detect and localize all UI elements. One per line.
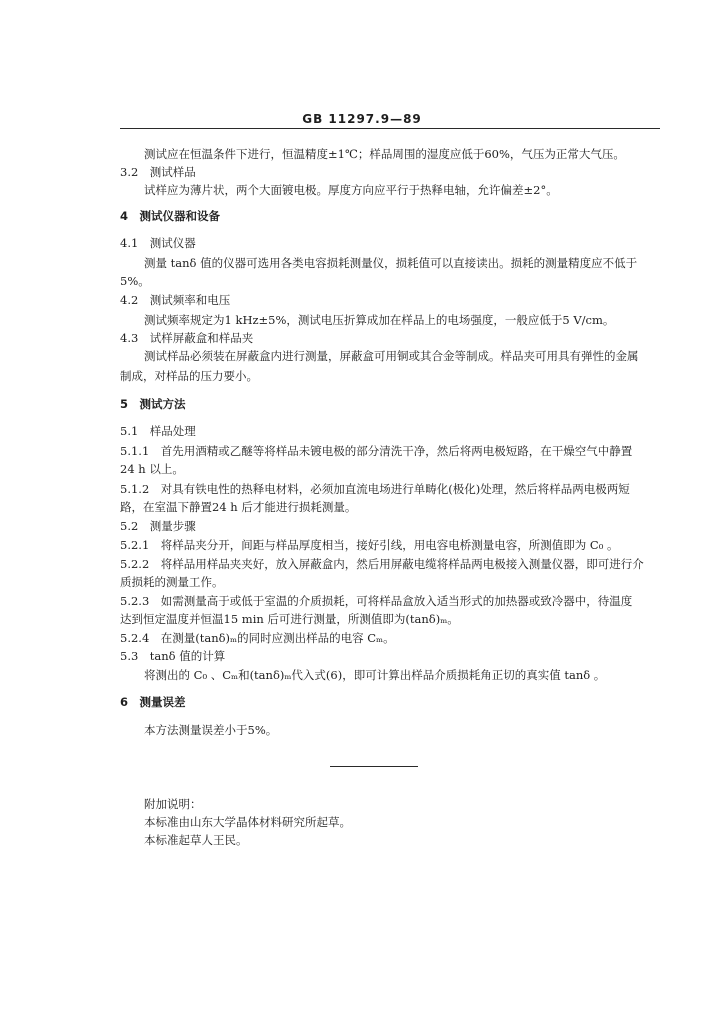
paragraph-line: 5.2.1 将样品夹分开，间距与样品厚度相当，接好引线，用电容电桥测量电容，所测值即为 C₀ 。: [120, 538, 619, 552]
note-line: 本标准由山东大学晶体材料研究所起草。: [144, 815, 351, 829]
paragraph-line: 将测出的 C₀ 、Cₘ和(tanδ)ₘ代入式(6)，即可计算出样品介质损耗角正切的真实值 tanδ 。: [144, 668, 606, 682]
paragraph-line: 5.2.3 如需测量高于或低于室温的介质损耗，可将样品盒放入适当形式的加热器或致冷器中，待温度: [120, 594, 633, 608]
subsection-heading: 4.1 测试仪器: [120, 236, 196, 250]
standard-code-header: GB 11297.9—89: [302, 112, 422, 126]
section-heading: 5 测试方法: [120, 397, 186, 411]
paragraph-line: 质损耗的测量工作。: [120, 575, 224, 589]
paragraph-line: 测试样品必须装在屏蔽盒内进行测量，屏蔽盒可用铜或其合金等制成。样品夹可用具有弹性的金属: [144, 349, 639, 363]
note-heading: 附加说明：: [144, 797, 202, 811]
subsection-heading: 5.3 tanδ 值的计算: [120, 649, 226, 663]
subsection-heading: 4.2 测试频率和电压: [120, 293, 231, 307]
paragraph-line: 5.1.2 对具有铁电性的热释电材料，必须加直流电场进行单畴化(极化)处理，然后将样品两电极两短: [120, 482, 630, 496]
subsection-heading: 3.2 测试样品: [120, 165, 196, 179]
paragraph-line: 5.1.1 首先用酒精或乙醚等将样品未镀电极的部分清洗干净，然后将两电极短路，在干燥空气中静置: [120, 444, 633, 458]
header-divider: [120, 128, 660, 129]
paragraph-line: 达到恒定温度并恒温15 min 后可进行测量，所测值即为(tanδ)ₘ。: [120, 612, 459, 626]
section-heading: 6 测量误差: [120, 695, 186, 709]
note-line: 本标准起草人王民。: [144, 833, 248, 847]
subsection-heading: 5.2 测量步骤: [120, 519, 196, 533]
subsection-heading: 4.3 试样屏蔽盒和样品夹: [120, 331, 254, 345]
paragraph-line: 5.2.4 在测量(tanδ)ₘ的同时应测出样品的电容 Cₘ。: [120, 631, 395, 645]
paragraph-line: 测量 tanδ 值的仪器可选用各类电容损耗测量仪，损耗值可以直接读出。损耗的测量精度应不低于: [144, 256, 638, 270]
paragraph-line: 路，在室温下静置24 h 后才能进行损耗测量。: [120, 500, 357, 514]
paragraph-line: 24 h 以上。: [120, 462, 184, 476]
paragraph-line: 测试应在恒温条件下进行，恒温精度±1℃；样品周围的湿度应低于60%，气压为正常大气压。: [144, 147, 625, 161]
paragraph-line: 本方法测量误差小于5%。: [144, 723, 278, 737]
end-divider: [330, 766, 418, 767]
paragraph-line: 制成，对样品的压力要小。: [120, 369, 258, 383]
paragraph-line: 测试频率规定为1 kHz±5%，测试电压折算成加在样品上的电场强度，一般应低于5 V/cm。: [144, 313, 615, 327]
subsection-heading: 5.1 样品处理: [120, 424, 196, 438]
paragraph-line: 试样应为薄片状，两个大面镀电极。厚度方向应平行于热释电轴，允许偏差±2°。: [144, 183, 558, 197]
paragraph-line: 5.2.2 将样品用样品夹夹好，放入屏蔽盒内，然后用屏蔽电缆将样品两电极接入测量仪器，即可进行介: [120, 557, 644, 571]
paragraph-line: 5%。: [120, 274, 150, 288]
section-heading: 4 测试仪器和设备: [120, 209, 221, 223]
